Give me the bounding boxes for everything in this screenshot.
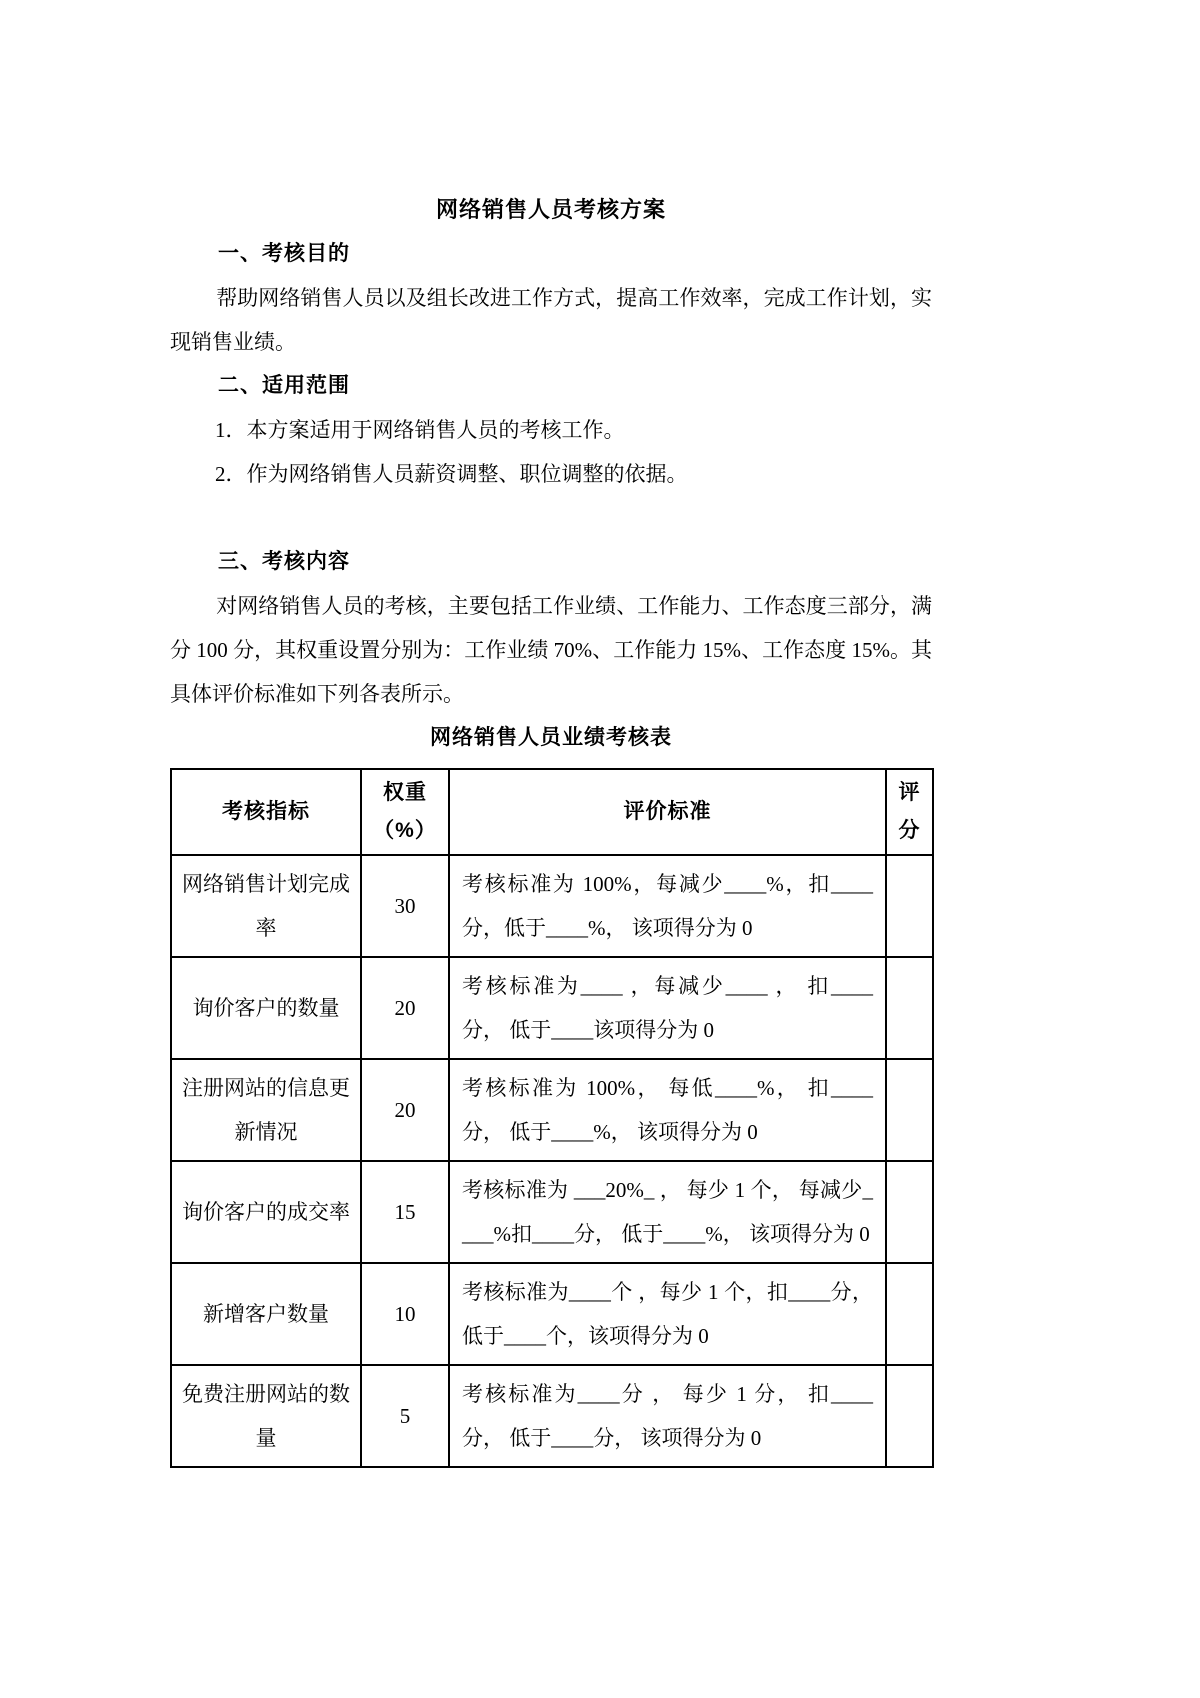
cell-criteria: 考核标准为 ___20%_ ， 每少 1 个， 每减少____%扣____分， 低于____%， 该项得分为 0 bbox=[449, 1161, 886, 1263]
section-scope bbox=[170, 364, 932, 496]
cell-criteria: 考核标准为____分 ， 每少 1 分， 扣____分， 低于____分， 该项得分为 0 bbox=[449, 1365, 886, 1467]
header-weight-line1: 权重 bbox=[383, 781, 427, 804]
document-title: 网络销售人员考核方案 bbox=[435, 197, 666, 222]
header-weight bbox=[361, 769, 449, 855]
list-item-scope-1: 1．本方案适用于网络销售人员的考核工作。 bbox=[215, 418, 625, 442]
cell-indicator: 网络销售计划完成率 bbox=[171, 855, 361, 957]
header-criteria: 评价标准 bbox=[449, 769, 886, 855]
cell-score bbox=[886, 1365, 933, 1467]
cell-indicator: 询价客户的数量 bbox=[171, 957, 361, 1059]
cell-score bbox=[886, 1161, 933, 1263]
table-row bbox=[171, 1365, 933, 1467]
section-heading-scope: 二、适用范围 bbox=[218, 374, 350, 397]
assessment-table bbox=[170, 768, 934, 1468]
cell-criteria: 考核标准为____个 ，每少 1 个，扣____分， 低于____个，该项得分为 0 bbox=[449, 1263, 886, 1365]
cell-weight: 20 bbox=[361, 1059, 449, 1161]
cell-criteria: 考核标准为 100%， 每低____%， 扣____分， 低于____%， 该项得分为 0 bbox=[449, 1059, 886, 1161]
table-title: 网络销售人员业绩考核表 bbox=[430, 726, 672, 749]
cell-weight: 10 bbox=[361, 1263, 449, 1365]
table-row bbox=[171, 1263, 933, 1365]
paragraph-purpose: 帮助网络销售人员以及组长改进工作方式，提高工作效率，完成工作计划，实现销售业绩。 bbox=[170, 286, 932, 354]
cell-score bbox=[886, 957, 933, 1059]
section-content bbox=[170, 540, 932, 716]
table-row bbox=[171, 855, 933, 957]
header-score-line1: 评 bbox=[898, 781, 921, 804]
cell-score bbox=[886, 855, 933, 957]
cell-indicator: 询价客户的成交率 bbox=[171, 1161, 361, 1263]
cell-indicator: 注册网站的信息更新情况 bbox=[171, 1059, 361, 1161]
list-item-scope-2: 2．作为网络销售人员薪资调整、职位调整的依据。 bbox=[215, 462, 688, 486]
paragraph-content: 对网络销售人员的考核，主要包括工作业绩、工作能力、工作态度三部分，满分 100 分，其权重设置分别为：工作业绩 70%、工作能力 15%、工作态度 15%。其具体评价标准如下列各表所示。 bbox=[170, 594, 932, 706]
table-row bbox=[171, 957, 933, 1059]
cell-indicator: 新增客户数量 bbox=[171, 1263, 361, 1365]
cell-weight: 30 bbox=[361, 855, 449, 957]
cell-criteria: 考核标准为____ ，每减少____ ， 扣____分， 低于____该项得分为 0 bbox=[449, 957, 886, 1059]
cell-criteria: 考核标准为 100%，每减少____%，扣____分，低于____%， 该项得分为 0 bbox=[449, 855, 886, 957]
header-score-line2: 分 bbox=[898, 819, 921, 842]
table-row bbox=[171, 1161, 933, 1263]
cell-weight: 15 bbox=[361, 1161, 449, 1263]
cell-score bbox=[886, 1263, 933, 1365]
cell-weight: 5 bbox=[361, 1365, 449, 1467]
header-indicator: 考核指标 bbox=[171, 769, 361, 855]
table-row bbox=[171, 1059, 933, 1161]
document-body bbox=[170, 188, 932, 1468]
cell-weight: 20 bbox=[361, 957, 449, 1059]
cell-indicator: 免费注册网站的数量 bbox=[171, 1365, 361, 1467]
table-header-row bbox=[171, 769, 933, 855]
cell-score bbox=[886, 1059, 933, 1161]
section-heading-purpose: 一、考核目的 bbox=[218, 242, 350, 265]
section-purpose bbox=[170, 232, 932, 364]
header-weight-line2: （%） bbox=[373, 819, 437, 842]
section-heading-content: 三、考核内容 bbox=[218, 550, 350, 573]
header-score bbox=[886, 769, 933, 855]
